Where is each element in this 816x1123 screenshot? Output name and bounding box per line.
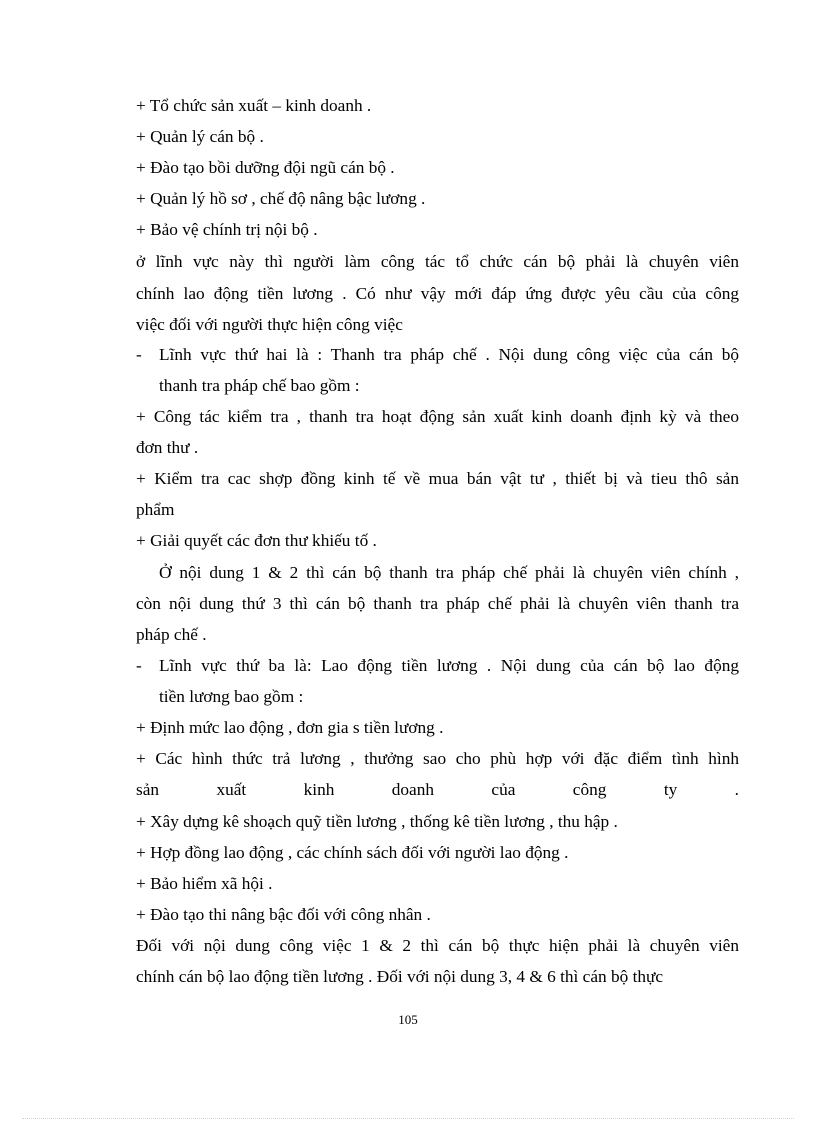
text-line: việc đối với người thực hiện công việc [136,315,403,334]
text-line: đơn thư . [136,438,199,457]
text-line: thanh tra pháp chế bao gồm : [159,376,360,395]
text-line: + Giải quyết các đơn thư khiếu tố . [136,531,377,550]
page-bottom-divider [22,1118,794,1119]
text-line: Ở nội dung 1 & 2 thì cán bộ thanh tra pháp chế phải là chuyên viên chính , [159,563,739,582]
text-line: + Quản lý cán bộ . [136,127,264,146]
text-line: + Hợp đồng lao động , các chính sách đối với người lao động . [136,843,569,862]
text-line: + Kiểm tra cac shợp đồng kinh tế về mua bán vật tư , thiết bị và tieu thô sản [136,469,739,488]
text-line: chính lao động tiền lương . Có như vậy mới đáp ứng được yêu cầu của công [136,284,739,303]
list-bullet: - [136,345,142,364]
page-number: 105 [398,1012,418,1027]
text-line: + Xây dựng kê shoạch quỹ tiền lương , thống kê tiền lương , thu hập . [136,812,618,831]
text-line: + Các hình thức trả lương , thưởng sao cho phù hợp với đặc điểm tình hình [136,749,739,768]
text-line: chính cán bộ lao động tiền lương . Đối với nội dung 3, 4 & 6 thì cán bộ thực [136,967,664,986]
text-line: + Quản lý hồ sơ , chế độ nâng bậc lương . [136,189,426,208]
text-line: Đối với nội dung công việc 1 & 2 thì cán bộ thực hiện phải là chuyên viên [136,936,739,955]
text-line: Lĩnh vực thứ ba là: Lao động tiền lương . Nội dung của cán bộ lao động [159,656,739,675]
text-line: tiền lương bao gồm : [159,687,304,706]
text-line: + Bảo vệ chính trị nội bộ . [136,220,318,239]
text-line: ở lĩnh vực này thì người làm công tác tổ chức cán bộ phải là chuyên viên [136,252,739,271]
text-line: + Định mức lao động , đơn gia s tiền lương . [136,718,444,737]
text-line: + Đào tạo thi nâng bậc đối với công nhân . [136,905,431,924]
text-line: + Bảo hiểm xã hội . [136,874,273,893]
text-line: Lĩnh vực thứ hai là : Thanh tra pháp chế . Nội dung công việc của cán bộ [159,345,739,364]
text-line: pháp chế . [136,625,207,644]
text-line: + Đào tạo bồi dưỡng đội ngũ cán bộ . [136,158,395,177]
text-line: + Tổ chức sản xuất – kinh doanh . [136,96,372,115]
text-line: còn nội dung thứ 3 thì cán bộ thanh tra pháp chế phải là chuyên viên thanh tra [136,594,739,613]
text-line: sản xuất kinh doanh của công ty . [136,780,739,799]
text-line: phẩm [136,500,175,519]
list-bullet: - [136,656,142,675]
text-line: + Công tác kiểm tra , thanh tra hoạt động sản xuất kinh doanh định kỳ và theo [136,407,739,426]
